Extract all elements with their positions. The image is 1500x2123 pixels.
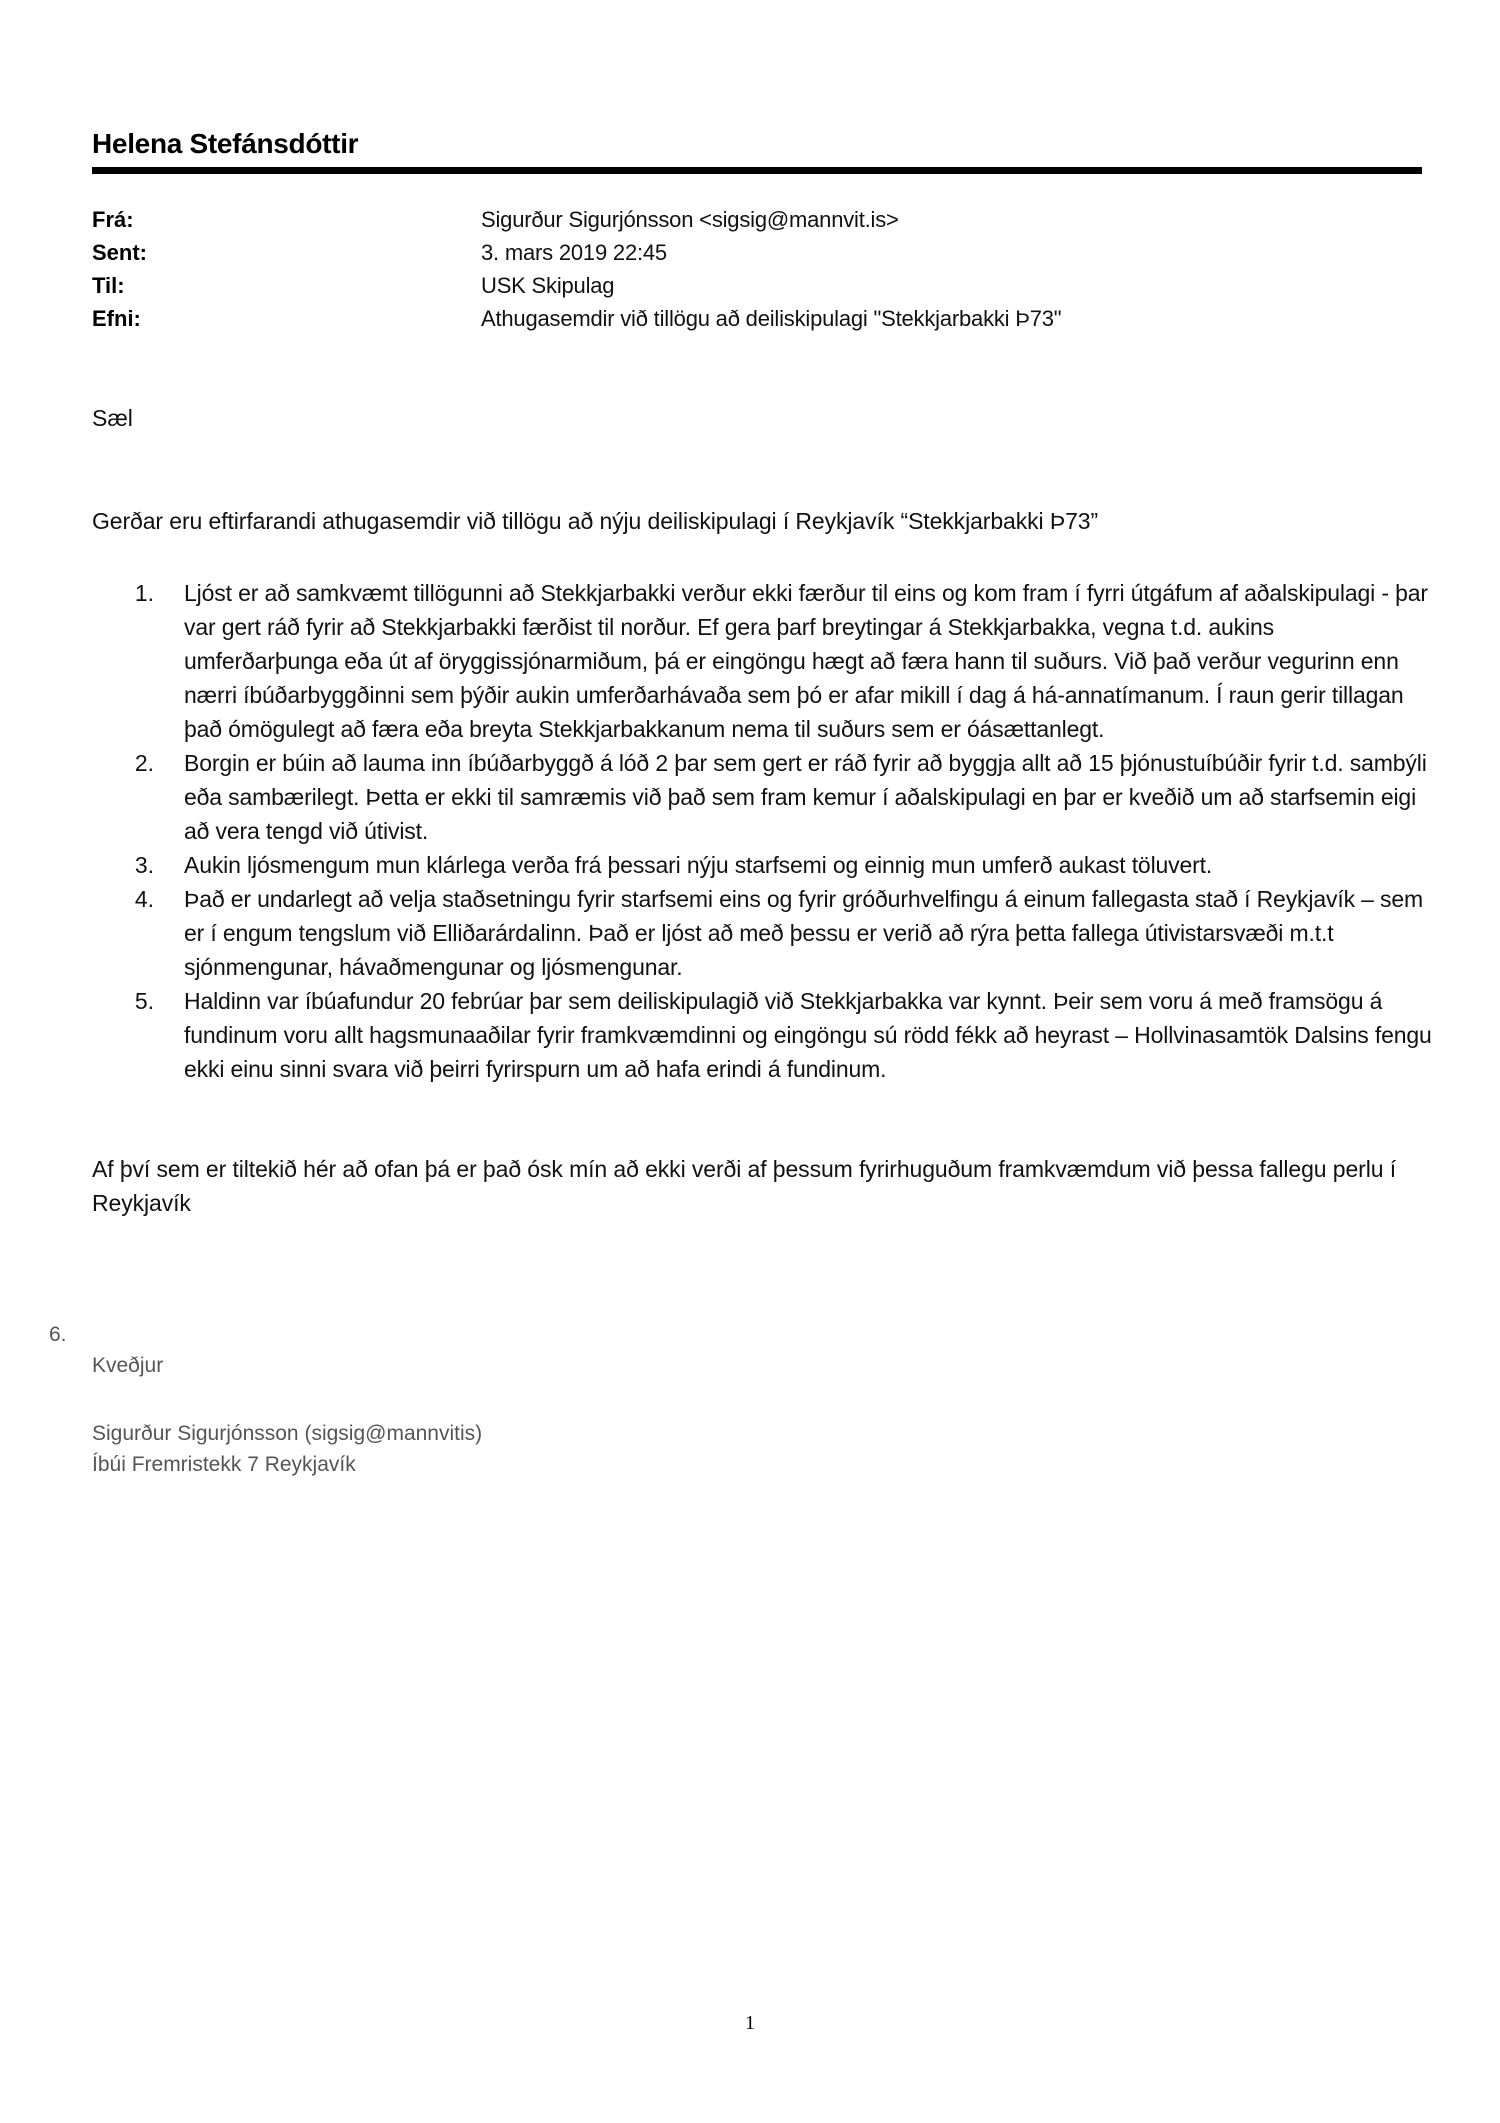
mailbox-owner-name: Helena Stefánsdóttir [92,128,359,159]
header-sent [92,236,1061,269]
list-item-number: 3. [134,852,154,878]
header-to-value: USK Skipulag [481,272,615,298]
signature-name: Sigurður Sigurjónsson (sigsig@mannvitis) [92,1422,483,1445]
list-item [92,984,1432,1086]
list-item-text: Borgin er búin að lauma inn íbúðarbyggð á lóð 2 þar sem gert er ráð fyrir að byggja allt að 15 þjónustuíbúðir fyrir t.d. sambýli eða sambærilegt. Þetta er ekki til samræmis við það sem fram kemur í aðalskipulagi en þar er kveðið um að starfsemin eigi að vera tengd við útivist. [184,750,1427,844]
signature-address: Íbúi Fremristekk 7 Reykjavík [92,1453,356,1476]
greeting: Sæl [92,405,133,431]
list-item [92,576,1432,746]
header-subject-label: Efni: [92,305,141,331]
stray-list-number: 6. [49,1323,67,1346]
intro-paragraph: Gerðar eru eftirfarandi athugasemdir við tillögu að nýju deiliskipulagi í Reykjavík “Stekkjarbakki Þ73” [92,508,1099,534]
header-to-label: Til: [92,272,125,298]
closing-paragraph: Af því sem er tiltekið hér að ofan þá er það ósk mín að ekki verði af þessum fyrirhuguðum framkvæmdum við þessa fallegu perlu í Reykjavík [92,1156,1397,1216]
header-from-value: Sigurður Sigurjónsson <sigsig@mannvit.is> [481,206,899,232]
page-number: 1 [745,2012,755,2034]
header-to [92,269,1061,302]
header-divider [92,167,1422,174]
header-subject-value: Athugasemdir við tillögu að deiliskipulagi "Stekkjarbakki Þ73" [481,305,1062,331]
email-headers [92,203,1061,335]
header-from [92,203,1061,236]
list-item [92,882,1432,984]
signature-block [92,1418,482,1480]
list-item [92,746,1432,848]
list-item-number: 2. [134,750,154,776]
list-item [92,848,1432,882]
list-item-text: Aukin ljósmengum mun klárlega verða frá þessari nýju starfsemi og einnig mun umferð aukast töluvert. [184,852,1213,878]
list-item-number: 5. [134,988,154,1014]
list-item-text: Haldinn var íbúafundur 20 febrúar þar sem deiliskipulagið við Stekkjarbakka var kynnt. Þeir sem voru á með framsögu á fundinum voru allt hagsmunaaðilar fyrir framkvæmdinni og eingöngu sú rödd fékk að heyrast – Hollvinasamtök Dalsins fengu ekki einu sinni svara við þeirri fyrirspurn um að hafa erindi á fundinum. [184,988,1432,1082]
header-from-label: Frá: [92,206,134,232]
header-sent-label: Sent: [92,239,147,265]
list-item-number: 1. [134,580,154,606]
comments-list [92,576,1432,1086]
list-item-text: Ljóst er að samkvæmt tillögunni að Stekkjarbakki verður ekki færður til eins og kom fram í fyrri útgáfum af aðalskipulagi - þar var gert ráð fyrir að Stekkjarbakki færðist til norður. Ef gera þarf breytingar á Stekkjarbakka, vegna t.d. aukins umferðarþunga eða út af öryggissjónarmiðum, þá er eingöngu hægt að færa hann til suðurs. Við það verður vegurinn enn nærri íbúðarbyggðinni sem þýðir aukin umferðarhávaða sem þó er afar mikill í dag á há-annatímanum. Í raun gerir tillagan það ómögulegt að færa eða breyta Stekkjarbakkanum nema til suðurs sem er óásættanlegt. [184,580,1428,742]
list-item-number: 4. [134,886,154,912]
signoff: Kveðjur [92,1354,164,1377]
header-subject [92,302,1061,335]
list-item-text: Það er undarlegt að velja staðsetningu fyrir starfsemi eins og fyrir gróðurhvelfingu á einum fallegasta stað í Reykjavík – sem er í engum tengslum við Elliðarárdalinn. Það er ljóst að með þessu er verið að rýra þetta fallega útivistarsvæði m.t.t sjónmengunar, hávaðmengunar og ljósmengunar. [184,886,1424,980]
header-sent-value: 3. mars 2019 22:45 [481,239,667,265]
